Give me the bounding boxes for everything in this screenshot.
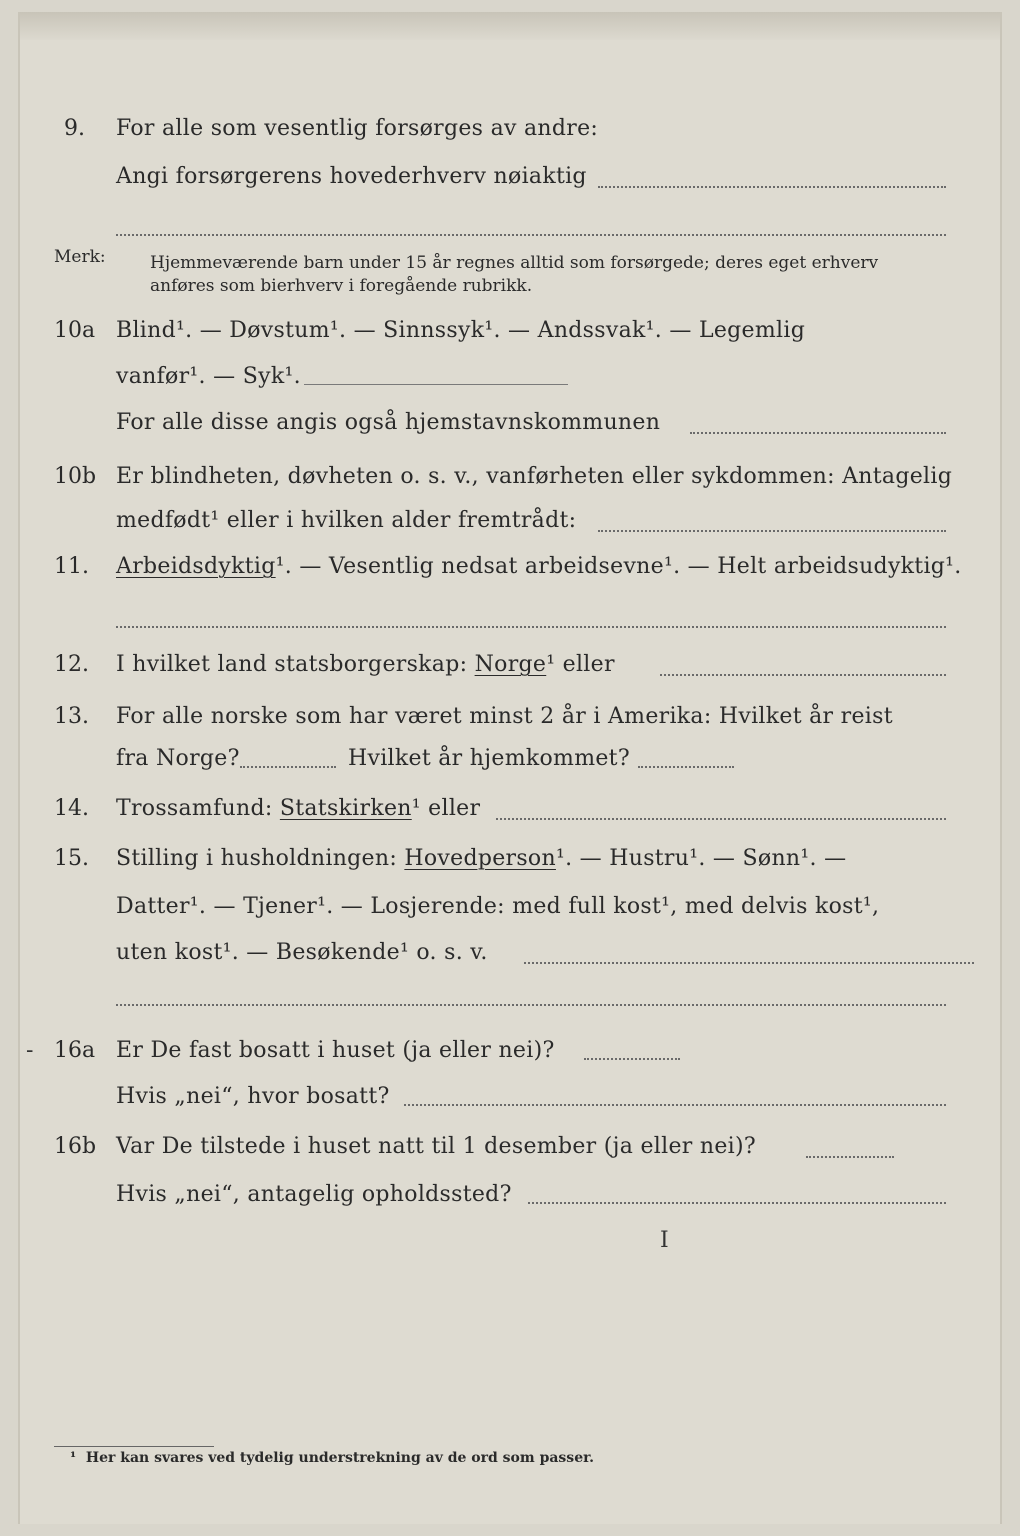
q16a-number: 16a [54, 1038, 96, 1063]
merk-line2: anføres som bierhverv i foregående rubrikk. [150, 276, 533, 296]
q10a-line2: vanfør¹. — Syk¹. [116, 364, 301, 389]
q16a-bosatt-field[interactable] [404, 1104, 946, 1106]
q10b-number: 10b [54, 464, 97, 489]
merk-line1: Hjemmeværende barn under 15 år regnes alltid som forsørgede; deres eget erhverv [150, 253, 879, 273]
q11-line [116, 552, 962, 582]
q13-hjemkommet-field[interactable] [638, 766, 734, 768]
q15-post: ¹. — Hustru¹. — Sønn¹. — [555, 846, 847, 871]
q14-line [116, 794, 480, 824]
q14-pre: Trossamfund: [116, 796, 273, 821]
q14-post: ¹ eller [411, 796, 481, 821]
q15-line2: Datter¹. — Tjener¹. — Losjerende: med full kost¹, med delvis kost¹, [116, 894, 880, 919]
q10a-line1: Blind¹. — Døvstum¹. — Sinnssyk¹. — Andssvak¹. — Legemlig [116, 318, 806, 343]
q12-post: ¹ eller [546, 652, 615, 677]
footnote [70, 1450, 594, 1466]
q10b-answer-field[interactable] [598, 530, 946, 532]
q11-number: 11. [54, 554, 89, 579]
q16a-line2: Hvis „nei“, hvor bosatt? [116, 1084, 390, 1109]
q16b-line1: Var De tilstede i huset natt til 1 desember (ja eller nei)? [116, 1134, 756, 1159]
q16a-answer-field[interactable] [584, 1058, 680, 1060]
q13-number: 13. [54, 704, 89, 729]
footnote-rule [54, 1446, 214, 1447]
q10a-answer-field[interactable] [304, 384, 568, 385]
q16b-line2: Hvis „nei“, antagelig opholdssted? [116, 1182, 512, 1207]
q11-rest: ¹. — Vesentlig nedsat arbeidsevne¹. — Helt arbeidsudyktig¹. [275, 554, 962, 579]
q15-answer-field[interactable] [524, 962, 974, 964]
q15-line3: uten kost¹. — Besøkende¹ o. s. v. [116, 940, 488, 965]
q15-answer-field-2[interactable] [116, 1004, 946, 1006]
q9-line1: For alle som vesentlig forsørges av andre: [116, 116, 599, 141]
q12-number: 12. [54, 652, 89, 677]
q9-answer-field[interactable] [598, 186, 946, 188]
q15-line1 [116, 844, 846, 874]
footnote-mark: ¹ [70, 1450, 77, 1466]
q11-selected-answer[interactable]: Arbeidsdyktig [116, 554, 276, 579]
page-top-edge [20, 12, 1000, 40]
pencil-mark: - [26, 1038, 34, 1063]
footnote-text: Her kan svares ved tydelig understrekning av de ord som passer. [85, 1450, 595, 1466]
q13-line2b: Hvilket år hjemkommet? [348, 746, 630, 771]
q14-answer-field[interactable] [496, 818, 946, 820]
q10a-hjemstavn-field[interactable] [690, 432, 946, 434]
q13-reist-field[interactable] [240, 766, 336, 768]
q14-selected-answer[interactable]: Statskirken [279, 796, 412, 821]
q16b-number: 16b [54, 1134, 97, 1159]
handwritten-mark: Ⅰ [660, 1228, 669, 1253]
q10a-line3: For alle disse angis også hjemstavnskommunen [116, 410, 661, 435]
q16b-answer-field[interactable] [806, 1156, 894, 1158]
q13-line2a: fra Norge? [116, 746, 240, 771]
q16a-line1: Er De fast bosatt i huset (ja eller nei)? [116, 1038, 555, 1063]
merk-label: Merk: [54, 247, 106, 267]
q15-number: 15. [54, 846, 89, 871]
q16b-opholdssted-field[interactable] [528, 1202, 946, 1204]
q9-line2: Angi forsørgerens hovederhverv nøiaktig [116, 164, 587, 189]
q15-selected-answer[interactable]: Hovedperson [404, 846, 556, 871]
q13-line1: For alle norske som har været minst 2 år i Amerika: Hvilket år reist [116, 704, 893, 729]
q12-answer-field[interactable] [660, 674, 946, 676]
q12-selected-answer[interactable]: Norge [474, 652, 547, 677]
q9-number: 9. [64, 116, 85, 141]
q10b-line1: Er blindheten, døvheten o. s. v., vanførheten eller sykdommen: Antagelig [116, 464, 953, 489]
q12-pre: I hvilket land statsborgerskap: [116, 652, 468, 677]
q14-number: 14. [54, 796, 89, 821]
q9-answer-field-2[interactable] [116, 234, 946, 236]
q15-pre: Stilling i husholdningen: [116, 846, 398, 871]
q12-line [116, 650, 615, 680]
q10a-number: 10a [54, 318, 96, 343]
q11-answer-field[interactable] [116, 626, 946, 628]
q10b-line2: medfødt¹ eller i hvilken alder fremtrådt: [116, 508, 577, 533]
